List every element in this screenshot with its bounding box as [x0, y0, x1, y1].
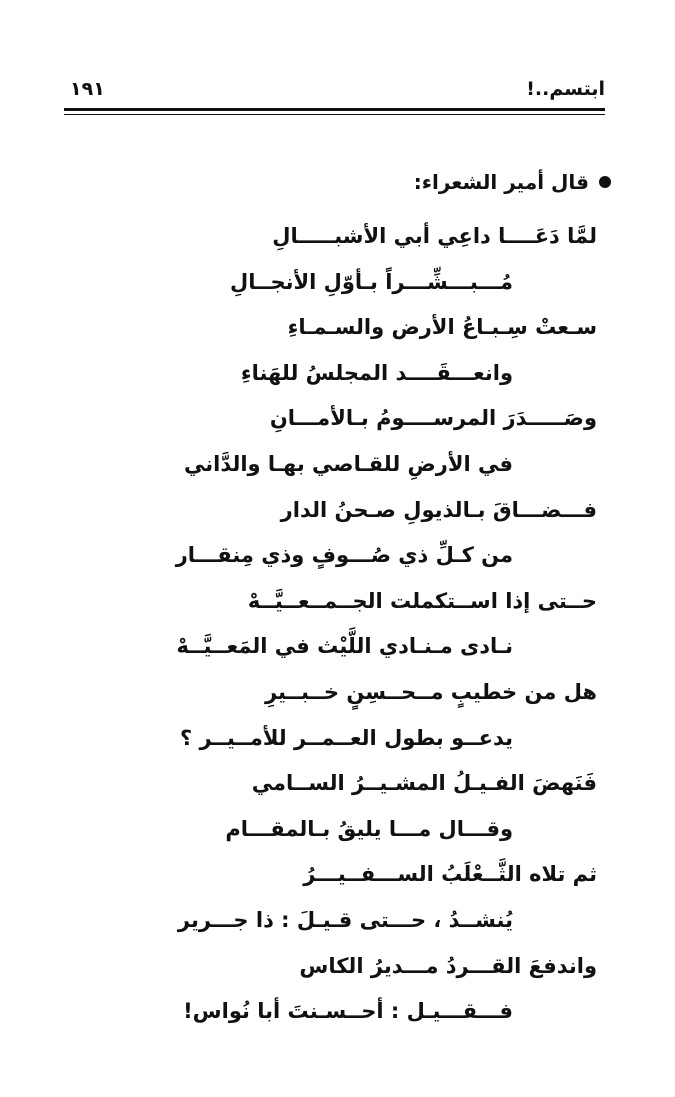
- verse-hemistich: حــتى إذا اســتكملت الجــمــعــيَّــهْ: [247, 588, 597, 613]
- verse-hemistich: يدعــو بطول العــمــر للأمــيــر ؟: [179, 725, 513, 750]
- verse-hemistich: لمَّا دَعَــــا داعِي أبي الأشبـــــالِ: [272, 224, 597, 248]
- poem: [65, 214, 605, 1035]
- verse-hemistich: سـعتْ سِـبـاعُ الأرض والسـمـاءِ: [287, 315, 597, 340]
- intro-line: [414, 170, 611, 194]
- verse-hemistich: فـــقـــيـل : أحــسـنتَ أبا نُواس!: [183, 999, 513, 1024]
- verse-hemistich: واندفعَ القـــردُ مـــديرُ الكاس: [299, 953, 597, 978]
- verse-hemistich: وقـــال مـــا يليقُ بـالمقـــام: [225, 816, 513, 841]
- verse-hemistich: فَنَهضَ الفـيـلُ المشـيــرُ الســامي: [251, 771, 597, 796]
- verse-hemistich: وانعـــقَــــد المجلسُ للهَناءِ: [240, 360, 513, 385]
- verse-hemistich: يُنشــدُ ، حـــتى قـيـلَ : ذا جـــرير: [177, 907, 513, 932]
- verse-hemistich: في الأرضِ للقـاصي بهـا والدَّاني: [184, 451, 513, 476]
- verse-hemistich: فـــضـــاقَ بـالذيولِ صـحنُ الدار: [280, 497, 597, 522]
- page-number: ١٩١: [70, 78, 105, 100]
- running-header: [70, 78, 605, 112]
- book-title: ابتسم..!: [526, 78, 605, 100]
- bullet-icon: [599, 176, 611, 188]
- verse-hemistich: من كـلِّ ذي صُـــوفٍ وذي مِنقـــار: [175, 543, 513, 568]
- verse-hemistich: وصَـــــدَرَ المرســــومُ بـالأمـــانِ: [269, 406, 597, 431]
- header-rule-thin: [64, 114, 605, 115]
- verse-hemistich: ثم تلاه الثَّــعْلَبُ الســـفــيـــرُ: [303, 862, 597, 887]
- header-rule-thick: [64, 108, 605, 111]
- intro-text: قال أمير الشعراء:: [413, 170, 589, 194]
- verse-hemistich: مُـــبـــشِّـــراً بـأوّلِ الأنجــالِ: [230, 269, 513, 294]
- verse-hemistich: هل من خطيبٍ مــحــسِنٍ خــبــيرِ: [264, 679, 597, 704]
- verse-hemistich: نـادى مـنـادي اللَّيْث في المَعــيَّــهْ: [176, 634, 513, 659]
